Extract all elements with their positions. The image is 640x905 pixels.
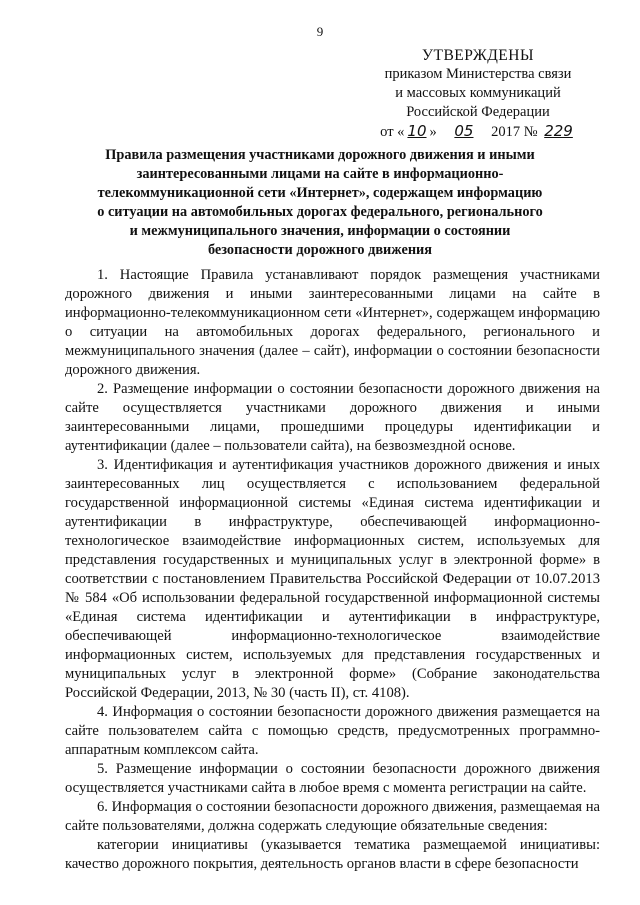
paragraph-1: 1. Настоящие Правила устанавливают порядок размещения участниками дорожного движения и иными заинтересованными лицами на сайте в информационно-телекоммуникационном сети «Интернет», содержащем информацию о ситуации на автомобильных дорогах федерального, регионального и межмуниципального значения (далее – сайт), информации о состоянии безопасности дорожного движения.: [65, 267, 600, 378]
approval-heading: УТВЕРЖДЕНЫ: [422, 47, 534, 64]
paragraph-3: 3. Идентификация и аутентификация участников дорожного движения и иных заинтересованных лиц осуществляется с использованием федеральной государственной информационной системы «Единая система идентификации и аутентификации в инфраструктуре, обеспечивающей информационно-технологическое взаимодействие информационных систем, используемых для представления государственных и муниципальных услуг в электронной форме» в соответствии с постановлением Правительства Российской Федерации от 10.07.2013 № 584 «Об использовании федеральной государственной информационной системы «Единая система идентификации и аутентификации в инфраструктуре, обеспечивающей информационно-технологическое взаимодействие информационных систем, используемых для представления государственных и муниципальных услуг в электронной форме» (Собрание законодательства Российской Федерации, 2013, № 30 (часть II), ст. 4108).: [65, 457, 600, 701]
approval-date-line: [348, 122, 608, 142]
date-mid: »: [429, 124, 437, 140]
paragraph-6: 6. Информация о состоянии безопасности дорожного движения, размещаемая на сайте пользователями, должна содержать следующие обязательные сведения:: [65, 799, 600, 834]
document-body: [65, 266, 600, 874]
date-prefix: от «: [380, 124, 405, 140]
paragraph-4: 4. Информация о состоянии безопасности дорожного движения размещается на сайте пользователем сайта с помощью средств, предусмотренных программно-аппаратным комплексом сайта.: [65, 704, 600, 758]
approval-line-communications: и массовых коммуникаций: [395, 85, 561, 101]
page-number: 9: [316, 24, 324, 39]
date-day-handwritten: 10: [407, 122, 427, 140]
date-year-prefix: 2017 №: [491, 124, 538, 140]
paragraph-2: 2. Размещение информации о состоянии безопасности дорожного движения на сайте осуществляется участниками дорожного движения и иными заинтересованными лицами, прошедшими процедуры идентификации и аутентификации (далее – пользователи сайта), на безвозмездной основе.: [65, 381, 600, 454]
document-title: Правила размещения участниками дорожного движения и иными заинтересованными лицами на сайте в информационно-телекоммуникационной сети «Интернет», содержащем информацию о ситуации на автомобильных дорогах федерального, регионального и межмуниципального значения, информации о состоянии безопасности дорожного движения: [97, 147, 543, 258]
approval-line-ministry: приказом Министерства связи: [384, 66, 572, 82]
order-number-handwritten: 229: [544, 122, 573, 140]
approval-line-country: Российской Федерации: [406, 104, 550, 120]
paragraph-7: категории инициативы (указывается тематика размещаемой инициативы: качество дорожного покрытия, деятельность органов власти в сфере безопасности: [65, 837, 600, 872]
approval-stamp: [348, 46, 608, 142]
date-month-handwritten: 05: [454, 122, 474, 140]
paragraph-5: 5. Размещение информации о состоянии безопасности дорожного движения осуществляется участниками сайта в любое время с момента регистрации на сайте.: [65, 761, 600, 796]
